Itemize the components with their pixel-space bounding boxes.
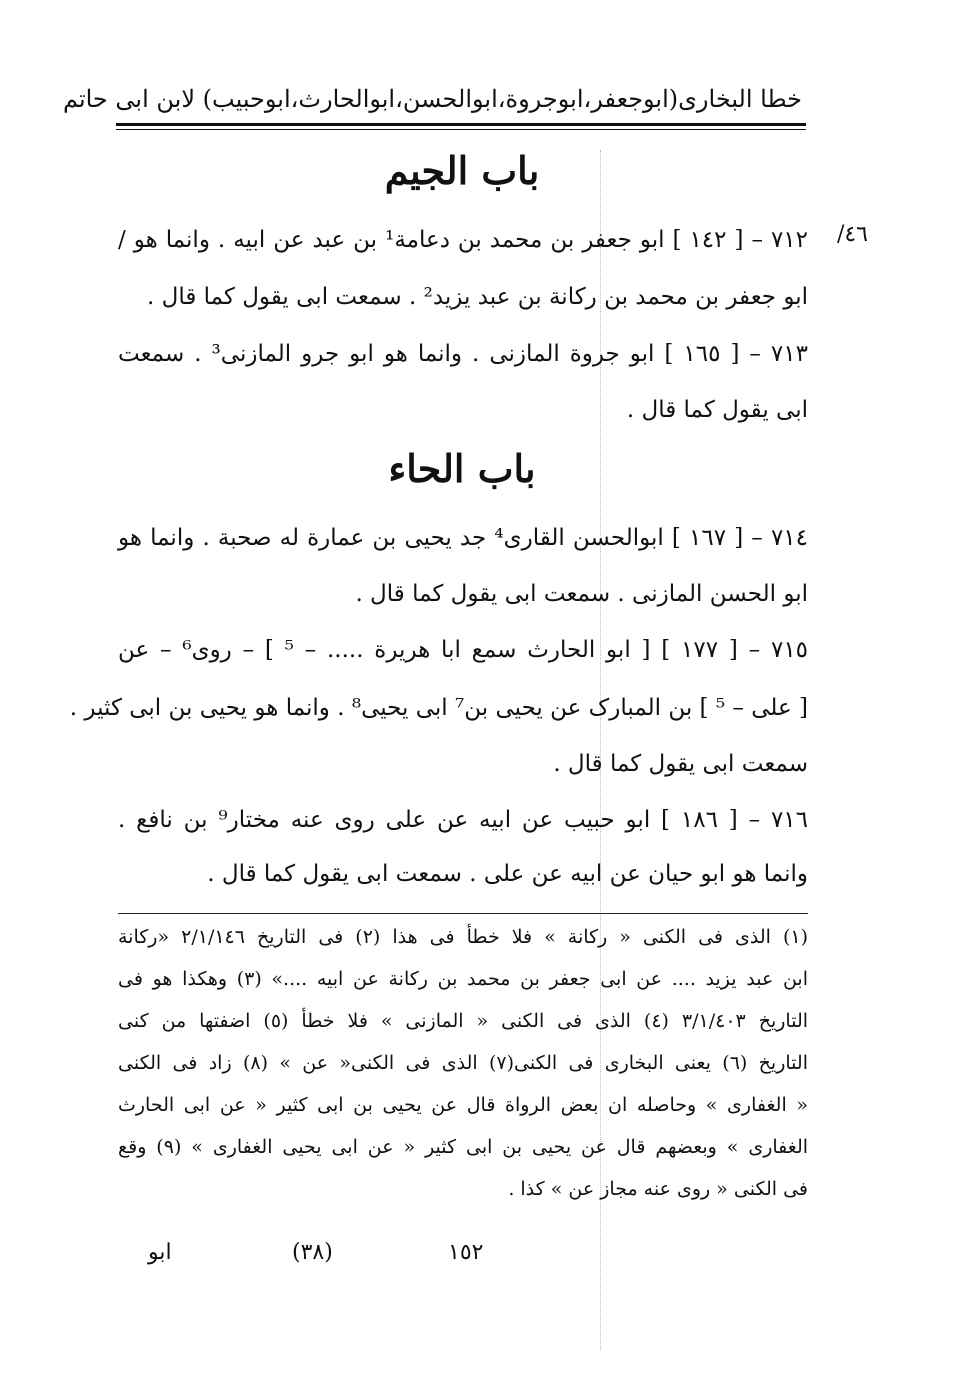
section-title-ha: باب الحاء [388, 446, 536, 491]
footnote-line: التاریخ ٣/١/٤٠٣ (٤) الذی فی الکنی « المازنی » فلا خطأ (٥) اضفتها من کنی [118, 1010, 809, 1032]
entry-715-line-2: [ علی – ⁵ ] بن المبارک عن یحیی بن⁷ ابی یحیی⁸ . وانما هو یحیی بن ابی کثیر . [69, 695, 808, 721]
footnote-line: (١) الذی فی الکنی « رکانة » فلا خطأ فی هذا (٢) فی التاریخ ٢/١/١٤٦ «رکانة [118, 926, 809, 948]
entry-713-line-2: ابی یقول کما قال . [626, 397, 808, 423]
entry-712-line-2: ابو جعفر بن محمد بن رکانة بن عبد یزید² . سمعت ابی یقول کما قال . [146, 284, 808, 310]
header-rule-thin [116, 129, 806, 130]
volume-page-mark: ٤٦/ [836, 222, 868, 247]
footnote-line: « الغفاری » وحاصله ان بعض الرواة قال عن یحیی بن ابی کثیر « عن ابی الحارث [118, 1094, 808, 1116]
footnote-line: فی الکنی « روی عنه مجاز عن » کذا . [508, 1178, 808, 1200]
header-rule [116, 123, 806, 126]
page-number: ١٥٢ [448, 1240, 484, 1265]
section-title-jim: باب الجیم [384, 148, 540, 193]
sequence-number: (٣٨) [292, 1240, 333, 1265]
entry-714-line-1: ٧١٤ – [ ١٦٧ ] ابوالحسن القاری⁴ جد یحیی بن عمارة له صحبة . وانما هو [118, 525, 808, 551]
entry-713-line-1: ٧١٣ – [ ١٦٥ ] ابو جروة المازنی . وانما هو ابو جرو المازنی³ . سمعت [118, 341, 808, 367]
footnote-line: ابن عبد یزید .... عن ابی جعفر بن محمد بن رکانة عن ابیه ....» (٣) وهکذا هو فی [118, 968, 808, 990]
footnote-line: الغفاری » وبعضهم قال عن یحیی بن ابی کثیر « عن ابی یحیی الغفاری » (٩) وقع [118, 1136, 809, 1158]
entry-716-line-1: ٧١٦ – [ ١٨٦ ] ابو حبیب عن ابیه عن علی روی عنه مختار⁹ بن نافع . [118, 807, 808, 833]
entry-712-line-1: ٧١٢ – [ ١٤٢ ] ابو جعفر بن محمد بن دعامة¹ بن عبد عن ابیه . وانما هو / [118, 227, 808, 253]
entry-714-line-2: ابو الحسن المازنی . سمعت ابی یقول کما قال . [355, 581, 808, 607]
entry-715-line-1: ٧١٥ – [ ١٧٧ ] [ ابو الحارث سمع ابا هریرة ..... – ⁵ ] – روی⁶ – عن [118, 637, 809, 663]
footnote-rule [118, 913, 808, 914]
entry-715-line-3: سمعت ابی یقول کما قال . [553, 751, 808, 777]
running-header: خطا البخاری(ابوجعفر،ابوجروة،ابوالحسن،ابوالحارث،ابوحبیب) لابن ابی حاتم [62, 85, 802, 113]
catchword: ابو [148, 1240, 172, 1265]
footnote-line: التاریخ (٦) یعنی البخاری فی الکنی(٧) الذی فی الکنی« عن » (٨) زاد فی الکنی [118, 1052, 808, 1074]
entry-716-line-2: وانما هو ابو حیان عن ابیه عن علی . سمعت ابی یقول کما قال . [207, 861, 808, 887]
